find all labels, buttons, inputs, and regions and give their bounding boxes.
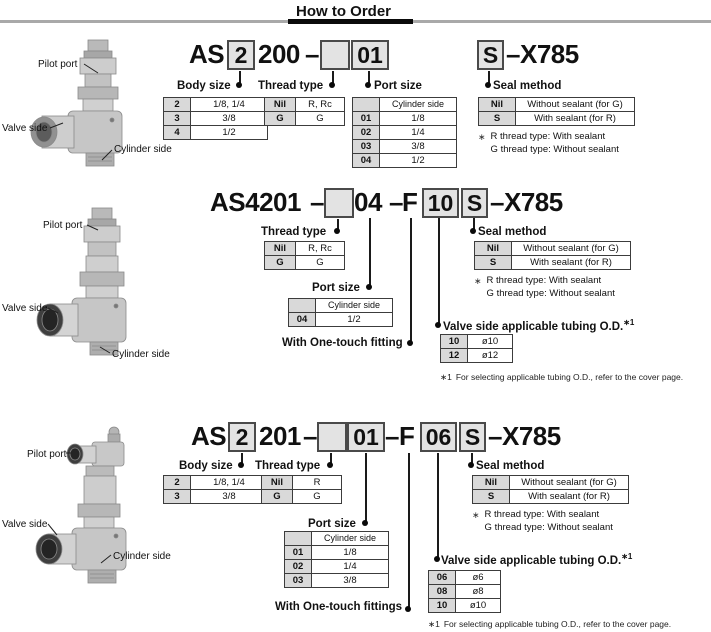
seal-note [472,508,613,534]
cylinder-side-label: Cylinder side [114,144,172,155]
note-mark: ∗ [474,276,482,286]
model-box-seal: S [477,40,504,70]
value-cell: 1/8, 1/4 [191,98,268,112]
thread-type-title: Thread type [261,226,327,238]
leader-line [369,218,371,287]
tubing-title [441,552,632,567]
model-dash: – [305,39,319,69]
leader-dot [470,228,476,234]
value-cell: 3/8 [191,490,268,504]
model-dash: – [490,187,504,217]
note-mark: ∗ [478,132,486,142]
model-dash: – [310,187,324,217]
value-cell: ø6 [456,571,501,585]
value-cell: With sealant (for R) [516,112,635,126]
tubing-footnote [440,372,683,383]
leader-dot [329,82,335,88]
code-cell: 2 [164,98,191,112]
thread-type-table [264,97,345,126]
code-cell: Nil [475,242,512,256]
seal-method-title: Seal method [478,226,547,238]
code-cell: Nil [479,98,516,112]
model-box-body-size: 2 [228,422,256,452]
thread-type-title: Thread type [255,460,321,472]
leader-dot [365,82,371,88]
note-line: R thread type: With sealant [484,509,600,520]
model-text: 201 [259,421,301,451]
value-cell: 1/4 [380,126,457,140]
value-cell: 1/8 [312,546,389,560]
tubing-footnote [428,619,671,630]
cylinder-side-label: Cylinder side [113,551,171,562]
model-box-seal: S [461,188,488,218]
model-box-thread-type [317,422,347,452]
value-cell: ø10 [456,599,501,613]
pilot-port-label: Pilot port [38,59,78,70]
value-cell: With sealant (for R) [510,490,629,504]
code-cell: 10 [441,335,468,349]
value-cell: 1/2 [191,126,268,140]
corner-cell [285,532,312,546]
body-size-title: Body size [177,80,231,92]
code-cell: Nil [473,476,510,490]
value-cell: ø12 [468,349,513,363]
tubing-title-footmark: ∗1 [621,552,633,561]
code-cell: 03 [285,574,312,588]
leader-dot [485,82,491,88]
model-text: AS [189,39,225,69]
footnote-mark: ∗1 [440,372,452,382]
model-box-port-size: 01 [351,40,389,70]
body-size-title: Body size [179,460,233,472]
thread-type-title: Thread type [258,80,324,92]
code-cell: 02 [353,126,380,140]
thread-type-table [264,241,345,270]
cylinder-side-label: Cylinder side [112,349,170,360]
model-box-thread-type [324,188,354,218]
leader-line [437,453,439,559]
leader-dot [407,340,413,346]
seal-method-title: Seal method [476,460,545,472]
product-photo-as4201 [0,200,190,380]
leader-dot [236,82,242,88]
column-header-cell: Cylinder side [380,98,457,112]
port-size-table [352,97,457,168]
tubing-title-text: Valve side applicable tubing O.D. [441,554,622,567]
leader-dot [434,556,440,562]
model-box-tubing: 10 [422,188,459,218]
product-photo-as2201 [0,420,190,595]
leader-line [365,453,367,523]
model-text: 200 [258,39,300,69]
code-cell: 04 [289,313,316,327]
value-cell: 3/8 [191,112,268,126]
model-text: F [402,187,418,217]
thread-type-table [261,475,342,504]
model-text: AS4201 [210,187,301,217]
port-size-title: Port size [312,282,360,294]
footnote-text: For selecting applicable tubing O.D., refer to the cover page. [443,619,672,629]
one-touch-label: With One-touch fitting [282,337,403,349]
model-text: X785 [520,39,579,69]
value-cell: R, Rc [296,98,345,112]
value-cell: Without sealant (for G) [510,476,629,490]
code-cell: 4 [164,126,191,140]
note-line: G thread type: Without sealant [490,144,619,155]
valve-side-label: Valve side [2,303,48,314]
port-size-title: Port size [374,80,422,92]
value-cell: 1/8 [380,112,457,126]
code-cell: 08 [429,585,456,599]
leader-line [410,218,412,343]
model-dash: – [385,421,399,451]
port-size-table [288,298,393,327]
code-cell: 3 [164,490,191,504]
tubing-table [428,570,501,613]
leader-line [408,453,410,609]
corner-cell [353,98,380,112]
seal-method-table [472,475,629,504]
value-cell: R, Rc [296,242,345,256]
leader-dot [435,322,441,328]
seal-method-table [478,97,635,126]
valve-side-label: Valve side [2,519,48,530]
code-cell: 06 [429,571,456,585]
leader-dot [366,284,372,290]
value-cell: 1/4 [312,560,389,574]
tubing-title [443,318,634,333]
note-line: G thread type: Without sealant [486,288,615,299]
value-cell: Without sealant (for G) [512,242,631,256]
code-cell: Nil [265,98,296,112]
value-cell: ø8 [456,585,501,599]
code-cell: S [479,112,516,126]
code-cell: 2 [164,476,191,490]
code-cell: G [265,112,296,126]
model-text: X785 [504,187,563,217]
leader-dot [468,462,474,468]
value-cell: 1/8, 1/4 [191,476,268,490]
value-cell: With sealant (for R) [512,256,631,270]
note-line: R thread type: With sealant [490,131,606,142]
model-box-body-size: 2 [227,40,255,70]
footnote-mark: ∗1 [428,619,440,629]
port-size-title: Port size [308,518,356,530]
code-cell: 04 [353,154,380,168]
note-mark: ∗ [472,510,480,520]
seal-note [478,130,619,156]
column-header-cell: Cylinder side [312,532,389,546]
model-dash: – [488,421,502,451]
tubing-title-footmark: ∗1 [623,318,635,327]
pilot-port-label: Pilot port [43,220,83,231]
model-dash: – [506,39,520,69]
value-cell: G [296,256,345,270]
leader-dot [238,462,244,468]
page-title: How to Order [296,3,392,20]
leader-line [438,218,440,325]
value-cell: 3/8 [312,574,389,588]
value-cell: G [296,112,345,126]
value-cell: 1/2 [316,313,393,327]
note-line: R thread type: With sealant [486,275,602,286]
code-cell: G [265,256,296,270]
tubing-table [440,334,513,363]
seal-method-table [474,241,631,270]
seal-note [474,274,615,300]
leader-dot [334,228,340,234]
model-box-tubing: 06 [420,422,457,452]
model-box-seal: S [459,422,486,452]
corner-cell [289,299,316,313]
value-cell: G [293,490,342,504]
code-cell: 12 [441,349,468,363]
code-cell: 01 [285,546,312,560]
value-cell: Without sealant (for G) [516,98,635,112]
product-photo-as2200 [0,30,190,180]
code-cell: G [262,490,293,504]
model-text: X785 [502,421,561,451]
code-cell: 3 [164,112,191,126]
column-header-cell: Cylinder side [316,299,393,313]
code-cell: Nil [262,476,293,490]
leader-dot [362,520,368,526]
code-cell: S [475,256,512,270]
code-cell: Nil [265,242,296,256]
value-cell: R [293,476,342,490]
tubing-title-text: Valve side applicable tubing O.D. [443,320,624,333]
value-cell: 1/2 [380,154,457,168]
model-text: F [399,421,415,451]
leader-dot [327,462,333,468]
footnote-text: For selecting applicable tubing O.D., refer to the cover page. [455,372,684,382]
port-size-table [284,531,389,588]
one-touch-label: With One-touch fittings [275,601,403,613]
code-cell: 01 [353,112,380,126]
code-cell: 10 [429,599,456,613]
valve-side-label: Valve side [2,123,48,134]
value-cell: 3/8 [380,140,457,154]
code-cell: S [473,490,510,504]
model-box-thread-type [320,40,350,70]
model-text: 04 [354,187,382,217]
seal-method-title: Seal method [493,80,562,92]
leader-dot [405,606,411,612]
model-text: AS [191,421,227,451]
code-cell: 03 [353,140,380,154]
model-box-port-size: 01 [347,422,385,452]
pilot-port-label: Pilot port [27,449,67,460]
note-line: G thread type: Without sealant [484,522,613,533]
code-cell: 02 [285,560,312,574]
model-dash: – [303,421,317,451]
value-cell: ø10 [468,335,513,349]
model-dash: – [389,187,403,217]
